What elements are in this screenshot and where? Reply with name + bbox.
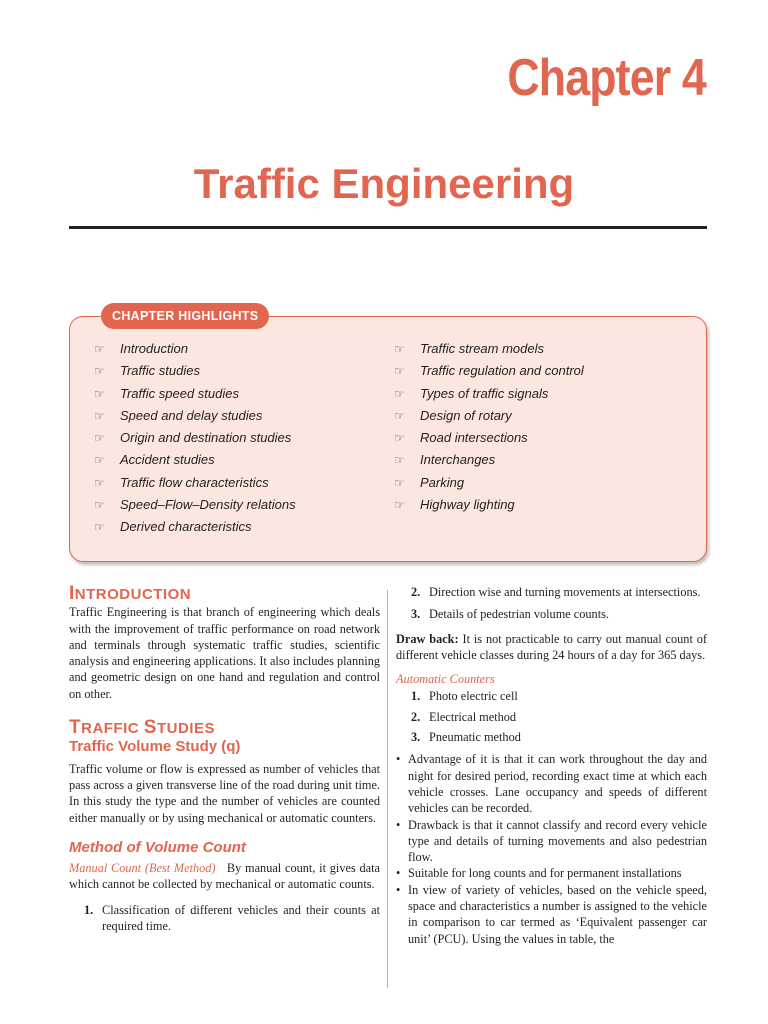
highlight-text: Speed–Flow–Density relations [120,497,296,513]
highlight-item [394,427,584,449]
pointing-hand-icon: ☞ [394,364,405,379]
pointing-hand-icon: ☞ [94,453,105,468]
highlight-item [394,449,584,471]
list-number: 1. [84,902,94,917]
list-number: 1. [411,689,421,704]
manual-count-text: By manual count, it gives data which cannot be collected by mechanical or automatic counts. [69,861,380,892]
chapter-highlights-label: CHAPTER HIGHLIGHTS [101,303,269,329]
highlight-text: Traffic regulation and control [420,363,584,379]
highlight-item [94,383,296,405]
pointing-hand-icon: ☞ [94,386,105,401]
highlight-item [394,494,584,516]
automatic-counter-item [396,709,707,725]
drawback-label: Draw back: [396,631,459,646]
highlight-text: Parking [420,474,465,490]
left-column [69,583,380,934]
automatic-counters-bullets [396,751,707,947]
highlights-left-list [94,338,296,539]
list-number: 3. [411,607,421,622]
list-number: 2. [411,585,421,599]
list-text: Pneumatic method [429,730,521,745]
highlight-item [94,405,296,427]
pointing-hand-icon: ☞ [94,408,105,423]
highlight-text: Speed and delay studies [120,407,263,423]
bullet-icon: • [396,866,401,881]
highlight-item [94,338,296,360]
highlight-text: Highway lighting [420,497,515,513]
chapter-title: Traffic Engineering [193,160,575,207]
automatic-counter-item [396,729,707,745]
highlight-item [94,427,296,449]
highlight-text: Traffic speed studies [120,385,239,401]
highlight-item [394,405,584,427]
highlight-item [94,494,296,516]
bullet-item [396,751,707,816]
bullet-icon: • [396,752,401,767]
manual-count-paragraph [69,860,380,893]
automatic-counters-heading: Automatic Counters [396,672,495,687]
drawback-paragraph [396,631,707,664]
highlight-text: Design of rotary [420,407,512,423]
introduction-heading: INTRODUCTION [69,583,192,604]
highlight-text: Types of traffic signals [420,385,549,401]
pointing-hand-icon: ☞ [94,364,105,379]
highlight-item [394,383,584,405]
list-text: Classification of different vehicles and their counts at required time. [102,902,380,934]
list-number: 2. [411,709,421,724]
highlight-item [94,360,296,382]
manual-list-item-1 [69,902,380,935]
highlight-text: Traffic stream models [420,341,545,356]
pointing-hand-icon: ☞ [94,475,105,490]
manual-count-runin: Manual Count (Best Method) [69,861,216,876]
highlight-text: Origin and destination studies [120,430,292,446]
pointing-hand-icon: ☞ [394,342,405,356]
pointing-hand-icon: ☞ [94,342,105,356]
bullet-text: Suitable for long counts and for permanent installations [408,866,682,881]
highlight-text: Derived characteristics [120,519,252,535]
highlights-right-list [394,338,584,516]
pointing-hand-icon: ☞ [394,408,405,423]
manual-list-item-3 [396,606,707,622]
chapter-number: Chapter 4 [507,49,706,107]
title-rule [69,226,707,229]
bullet-text: Advantage of it is that it can work throughout the day and night for desired period, recording exact time at which each vehicle crosses. Lane occupancy and speeds of different vehicles can be recorded. [408,752,707,816]
bullet-icon: • [396,882,401,897]
bullet-item [396,865,707,881]
pointing-hand-icon: ☞ [94,498,105,513]
bullet-text: In view of variety of vehicles, based on the vehicle speed, space and characteristics a number is assigned to the vehicle in comparison to car termed as ‘Equivalent passenger car unit’ (PCU). Using the values in table, the [408,882,707,946]
automatic-counter-item [396,688,707,704]
pointing-hand-icon: ☞ [94,520,105,535]
highlight-text: Interchanges [420,452,496,468]
list-number: 3. [411,730,421,745]
list-text: Photo electric cell [429,689,518,704]
column-divider [387,590,388,988]
highlight-text: Traffic studies [120,363,200,379]
highlight-item [94,449,296,471]
list-text: Direction wise and turning movements at intersections. [429,585,701,599]
list-text: Details of pedestrian volume counts. [429,607,609,622]
highlight-text: Traffic flow characteristics [120,474,269,490]
bullet-item [396,817,707,866]
bullet-item [396,882,707,947]
introduction-text: Traffic Engineering is that branch of engineering which deals with the improvement of traffic performance on road network and terminals through systematic traffic studies, scientific analysis and engineering applications. It also includes planning and geometric design on one hand and regulation and control on other. [69,605,380,701]
highlight-item [394,338,584,360]
pointing-hand-icon: ☞ [394,498,405,513]
traffic-studies-heading: TRAFFIC STUDIES [69,717,215,739]
manual-list-item-2 [396,584,707,600]
highlight-item [94,472,296,494]
bullet-icon: • [396,817,401,832]
highlight-text: Road intersections [420,430,528,446]
pointing-hand-icon: ☞ [394,475,405,490]
highlight-item [94,516,296,538]
list-text: Electrical method [429,709,517,724]
pointing-hand-icon: ☞ [94,431,105,446]
highlight-text: Accident studies [120,452,215,468]
highlight-item [394,472,584,494]
traffic-volume-study-text: Traffic volume or flow is expressed as number of vehicles that pass across a given transverse line of the road during unit time. In this study the type and the number of vehicles are counted either manually or by using mechanical or automatic counters. [69,761,380,825]
automatic-counters-list [396,688,707,745]
right-column [396,584,707,947]
pointing-hand-icon: ☞ [394,386,405,401]
traffic-volume-study-heading: Traffic Volume Study (q) [69,738,241,756]
drawback-text: It is not practicable to carry out manual count of different vehicle classes during 24 hours of a day for 365 days. [396,631,707,662]
pointing-hand-icon: ☞ [394,453,405,468]
method-of-volume-count-heading: Method of Volume Count [69,838,246,856]
highlight-item [394,360,584,382]
bullet-text: Drawback is that it cannot classify and record every vehicle type and details of turning movements and also pedestrian flow. [408,817,707,865]
highlight-text: Introduction [120,341,188,356]
pointing-hand-icon: ☞ [394,431,405,446]
